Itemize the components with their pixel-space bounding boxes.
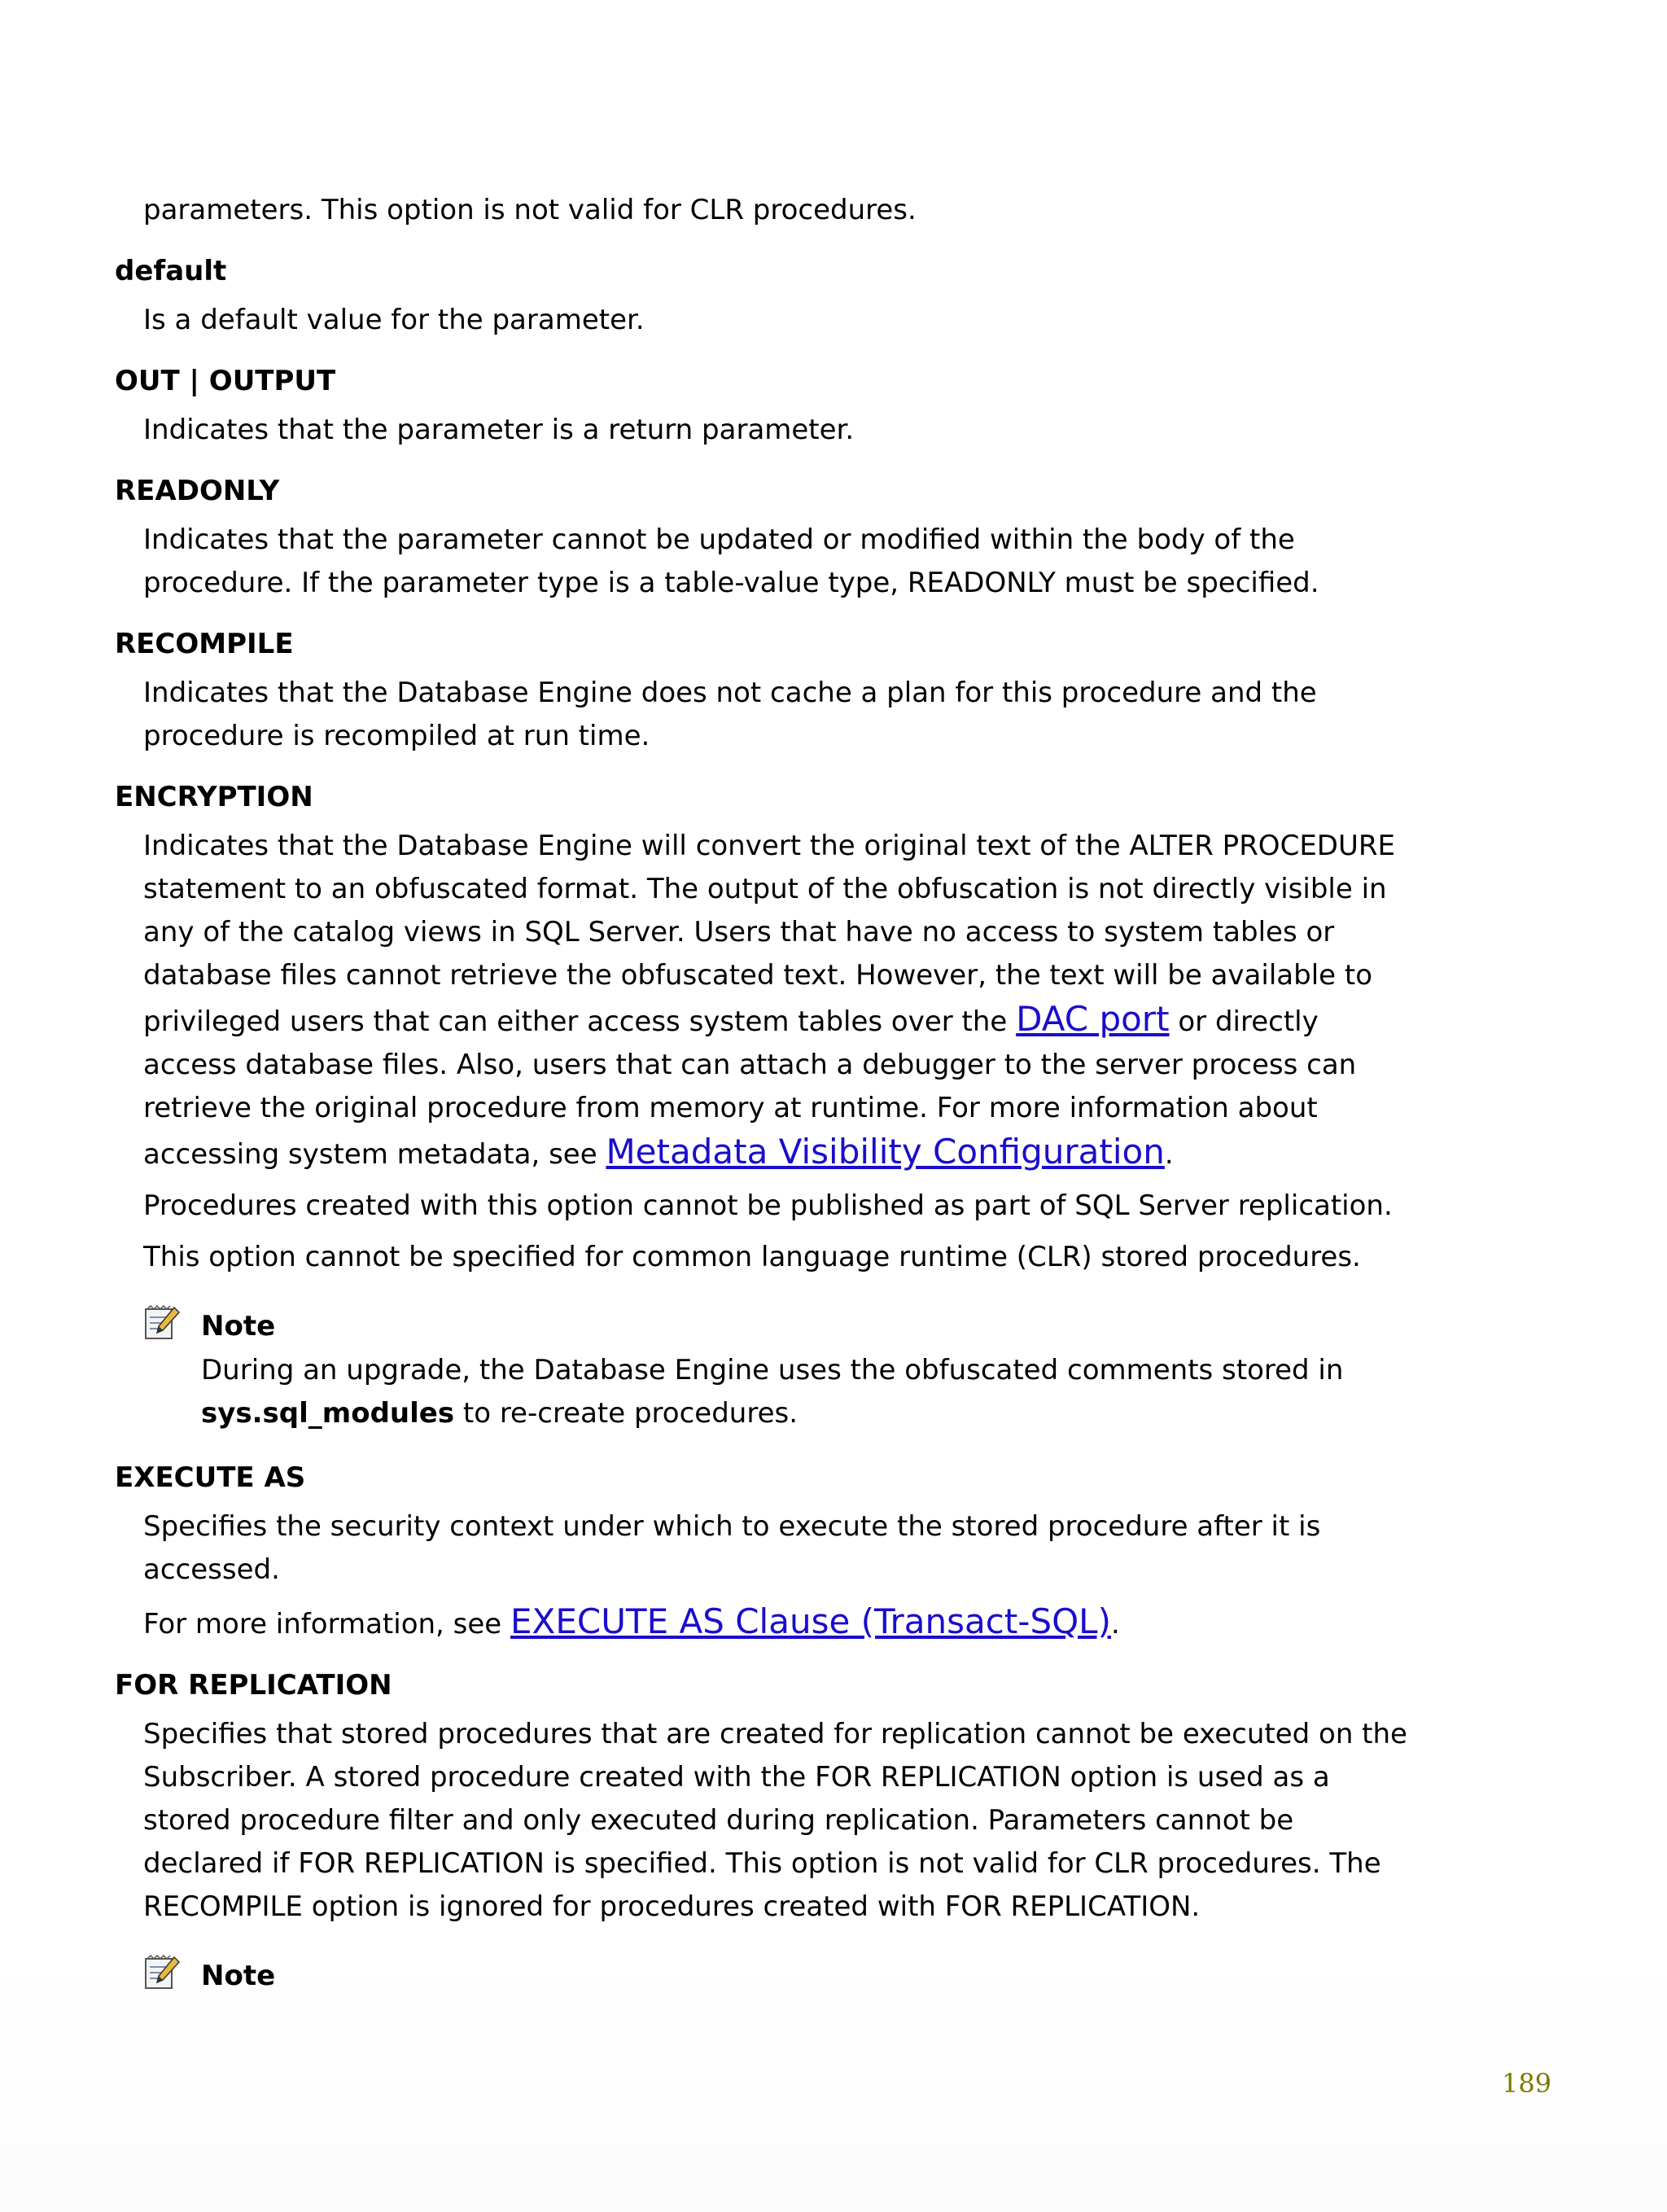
page-number: 189 [1502,2068,1552,2099]
note-title: Note [201,1310,276,1343]
desc-execute-as [143,1505,1413,1646]
term-default: default [115,255,227,287]
note-header [143,1303,1466,1349]
term-for-replication: FOR REPLICATION [115,1669,392,1702]
execute-as-text-b: . [1110,1608,1120,1640]
desc-encryption [143,825,1413,1279]
note-title: Note [201,1960,276,1992]
term-output: OUT | OUTPUT [115,365,336,397]
encryption-paragraph-1 [143,825,1413,1176]
execute-as-clause-link[interactable]: EXECUTE AS Clause (Transact-SQL) [510,1601,1111,1641]
desc-for-replication: Specifies that stored procedures that are created for replication cannot be executed on the Subscriber. A stored procedure created with the FOR REPLICATION option is used as a stored procedure filter and only executed during replication. Parameters cannot be declared if FOR REPLICATION is specified. This option is not valid for CLR procedures. The RECOMPILE option is ignored for procedures created with FOR REPLICATION. [143,1718,1407,1923]
page-content [115,189,1466,2023]
desc-output: Indicates that the parameter is a return parameter. [143,414,855,446]
encryption-paragraph-2: Procedures created with this option cannot be published as part of SQL Server replication. [143,1189,1393,1222]
encryption-text-b: or directly access database files. Also, users that can attach a debugger to the server process can retrieve the original procedure from memory at runtime. For more information about accessing system metadata, see [143,1005,1357,1171]
execute-as-paragraph-2 [143,1600,1413,1646]
execute-as-paragraph-1: Specifies the security context under which to execute the stored procedure after it is accessed. [143,1510,1321,1586]
desc-recompile: Indicates that the Database Engine does not cache a plan for this procedure and the procedure is recompiled at run time. [143,677,1317,752]
execute-as-text-a: For more information, see [143,1608,511,1640]
term-execute-as: EXECUTE AS [115,1461,306,1494]
note-text-a: During an upgrade, the Database Engine uses the obfuscated comments stored in [201,1354,1344,1386]
note-pencil-icon [143,1304,181,1342]
term-readonly: READONLY [115,475,280,507]
desc-readonly: Indicates that the parameter cannot be updated or modified within the body of the procedure. If the parameter type is a table-value type, READONLY must be specified. [143,523,1319,599]
dac-port-link[interactable]: DAC port [1016,999,1170,1039]
encryption-text-a: Indicates that the Database Engine will convert the original text of the ALTER PROCEDURE statement to an obfuscated format. The output of the obfuscation is not directly visible in any of the catalog views in SQL Server. Users that have no access to system tables or database files cannot retrieve the obfuscated text. However, the text will be available to privileged users that can either access system tables over the [143,830,1395,1038]
encryption-note [143,1303,1466,1435]
metadata-visibility-link[interactable]: Metadata Visibility Configuration [606,1132,1165,1172]
term-encryption: ENCRYPTION [115,781,313,813]
note-bold-text: sys.sql_modules [201,1397,455,1430]
note-pencil-icon [143,1954,181,1991]
encryption-text-c: . [1164,1138,1174,1171]
intro-text: parameters. This option is not valid for CLR procedures. [143,194,917,226]
note-text-b: to re-create procedures. [454,1397,798,1430]
note-body [201,1349,1471,1435]
term-recompile: RECOMPILE [115,628,294,660]
replication-note [143,1953,1466,1999]
note-header [143,1953,1466,1999]
encryption-paragraph-3: This option cannot be specified for common language runtime (CLR) stored procedures. [143,1241,1361,1273]
desc-default: Is a default value for the parameter. [143,304,645,336]
